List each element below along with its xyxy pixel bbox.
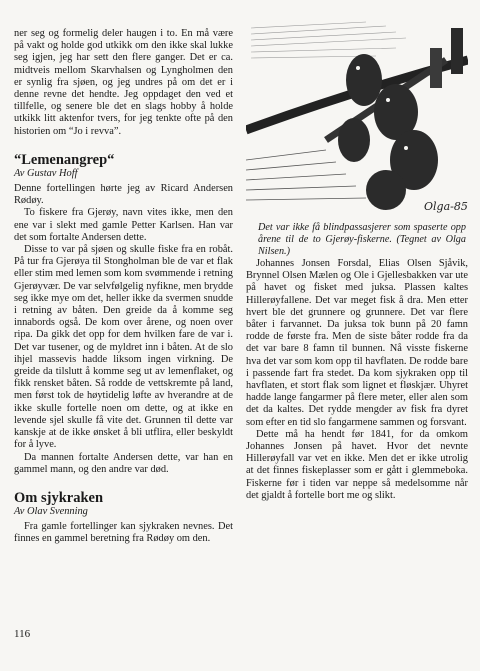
- intro-line: ner seg og formelig deler haugen i to. En må: [14, 28, 210, 39]
- right-column: [246, 258, 468, 502]
- story-byline: Av Olav Svenning: [14, 505, 88, 517]
- page-number: 116: [14, 628, 31, 640]
- intro-line: skal lukke seg igjen, jeg har sett den flere: [14, 40, 233, 64]
- intro-line: undres på om det er i denne revne det hendte.: [14, 76, 233, 101]
- story-title: Om sjykraken: [14, 489, 104, 506]
- story-paragraph: Johannes Jonsen Forsdal, Elias Olsen Sjåvik, Brynnel Olsen Mælen og Ole i Gjellesbakken var ute på havet og fisket med juksa. Plassen kaltes Hillerøyfallene. Det var meget fisk å dra. Men etter hvert ble det grunnere og grunnere. Det var flere båter i farvannet. Da juksa tok bunn på 20 famn rodde de første fra. Men de siste båter rodde fra da det var bare 8 famn til bunnen. Nå visste fiskerne hva det var som kom opp til havflaten. De rodde bare i passende fart fra stedet. Da kom sjykraken opp til havflaten, et stort flak som lignet et fløskjær. Uhyret hadde lange fangarmer på flere meter, eller alen som det da kaltes. Det rydde mengder av fisk fra dyret som efter en tid slo fangarmene sammen og forsvant.: [246, 258, 468, 428]
- story-paragraph: Fra gamle fortellinger kan sjykraken nevnes. Det finnes en gammel beretning fra Rødøy om den.: [14, 521, 233, 545]
- intro-line: Jeg oppdaget den ved et tillfelle, og senere ble: [14, 89, 233, 113]
- story-title: “Lemenangrep“: [14, 151, 115, 168]
- lemming-drawing: [246, 20, 468, 218]
- intro-line: “Jo i revva”.: [68, 125, 122, 137]
- story-paragraph: To fiskere fra Gjerøy, navn vites ikke, men den ene var i slekt med gamle Petter Karlsen. Han var det som fortalte Andersen dette.: [14, 207, 233, 243]
- story-paragraph: Denne fortellingen hørte jeg av Ricard Andersen Rødøy.: [14, 183, 233, 207]
- illustration: [246, 20, 468, 218]
- story-paragraph: Disse to var på sjøen og skulle fiske fra en robåt. På tur fra Gjerøya til Stongholman ble de var et flak eller stim med lemen som kom svømmende i retning Gjerøyvær. De var selvfølgelig nyfikne, men brydde seg ikke mye om det, heller ikke da svermen snudde i retning av båten. Den greide da å komme seg innabords også. De kom over årene, og noen over ripa. Da gikk det opp for dem hvilken fare de var i. Det var tusener, og de myldret inn i båten. At de slo ihjel massevis hadde liksom ingen virkning. De greide da tilslutt å komme seg ut av lemenflaket, og fikk rensket båten. Så rodde de vettskremte på land, men først tok de høytidelig løfte av hverandre at de ikke skulle fortelle noen om dette, og at ikke en levende sjel skulle få vite det. Grunnen til dette var kanskje at de ikke ønsket å bli utflira, eller beskyldt for å lyve.: [14, 244, 233, 451]
- artist-signature: Olga-85: [424, 200, 468, 213]
- intro-line: være på vakt og holde god utkikk om den ikke: [14, 28, 233, 52]
- story-byline: Av Gustav Hoff: [14, 167, 78, 179]
- figure-caption: Det var ikke få blindpassasjerer som spaserte opp årene til de to Gjerøy-fiskerne. (Tegnet av Olga Nilsen.): [258, 222, 466, 257]
- intro-line: tvers, for jeg tenkte ofte på den historien om: [14, 113, 233, 137]
- intro-paragraph: [14, 28, 233, 138]
- left-column: [14, 28, 233, 546]
- story-paragraph: Dette må ha hendt før 1841, for da omkom Johannes Jonsen på havet. Hvor det nevnte Hillerøyfall var vet en ikke. Men det er ikke utrolig at det finnes fiskeplasser som er gått i glemmeboka. Fiskerne før i tiden var neppe så medelsomme når det gjaldt å fortelle bort me og slikt.: [246, 428, 468, 501]
- intro-line: og Lyngholmen den er synlig fra sjøen, og jeg: [14, 64, 233, 88]
- intro-line: det en slags hobby å holde utkikk litt aktenfor: [14, 101, 234, 125]
- intro-line: ganger. Det er ca. midtveis mellom Skarvhalsen: [14, 52, 233, 76]
- story-paragraph: Da mannen fortalte Andersen dette, var han en gammel mann, og den andre var død.: [14, 451, 233, 475]
